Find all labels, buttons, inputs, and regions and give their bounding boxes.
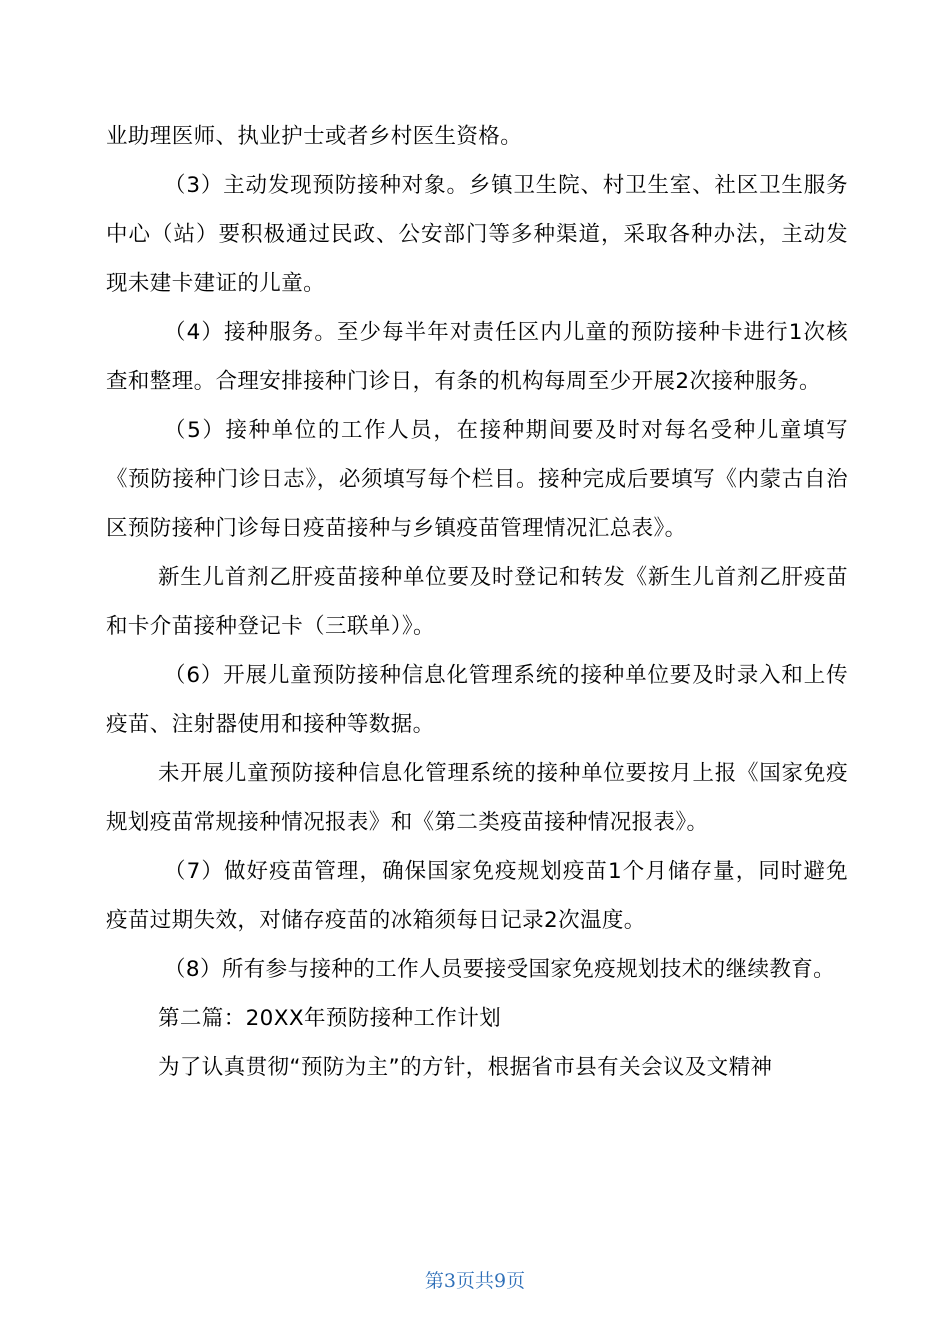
paragraph-item-3: （3）主动发现预防接种对象。乡镇卫生院、村卫生室、社区卫生服务中心（站）要积极通过民政、公安部门等多种渠道，采取各种办法，主动发现未建卡建证的儿童。 <box>106 173 848 296</box>
paragraph-monthly-report: 未开展儿童预防接种信息化管理系统的接种单位要按月上报《国家免疫规划疫苗常规接种情况报表》和《第二类疫苗接种情况报表》。 <box>106 761 848 835</box>
paragraph-continuation: 业助理医师、执业护士或者乡村医生资格。 <box>106 124 523 149</box>
document-body <box>106 112 848 1092</box>
page-number-footer: 第3页共9页 <box>424 1270 526 1292</box>
paragraph-item-8: （8）所有参与接种的工作人员要接受国家免疫规划技术的继续教育。 <box>164 957 836 982</box>
paragraph-item-5: （5）接种单位的工作人员，在接种期间要及时对每名受种儿童填写《预防接种门诊日志》，必须填写每个栏目。接种完成后要填写《内蒙古自治区预防接种门诊每日疫苗接种与乡镇疫苗管理情况汇总表》。 <box>106 418 848 541</box>
paragraph-item-6: （6）开展儿童预防接种信息化管理系统的接种单位要及时录入和上传疫苗、注射器使用和接种等数据。 <box>106 663 848 737</box>
paragraph-newborn-hepb: 新生儿首剂乙肝疫苗接种单位要及时登记和转发《新生儿首剂乙肝疫苗和卡介苗接种登记卡（三联单）》。 <box>106 565 848 639</box>
paragraph-item-7: （7）做好疫苗管理，确保国家免疫规划疫苗1个月储存量，同时避免疫苗过期失效，对储存疫苗的冰箱须每日记录2次温度。 <box>106 859 848 933</box>
paragraph-item-4: （4）接种服务。至少每半年对责任区内儿童的预防接种卡进行1次核查和整理。合理安排接种门诊日，有条的机构每周至少开展2次接种服务。 <box>106 320 848 394</box>
paragraph-intro: 为了认真贯彻“预防为主”的方针，根据省市县有关会议及文精神 <box>158 1055 773 1080</box>
section-heading: 第二篇：20XX年预防接种工作计划 <box>158 1006 502 1031</box>
